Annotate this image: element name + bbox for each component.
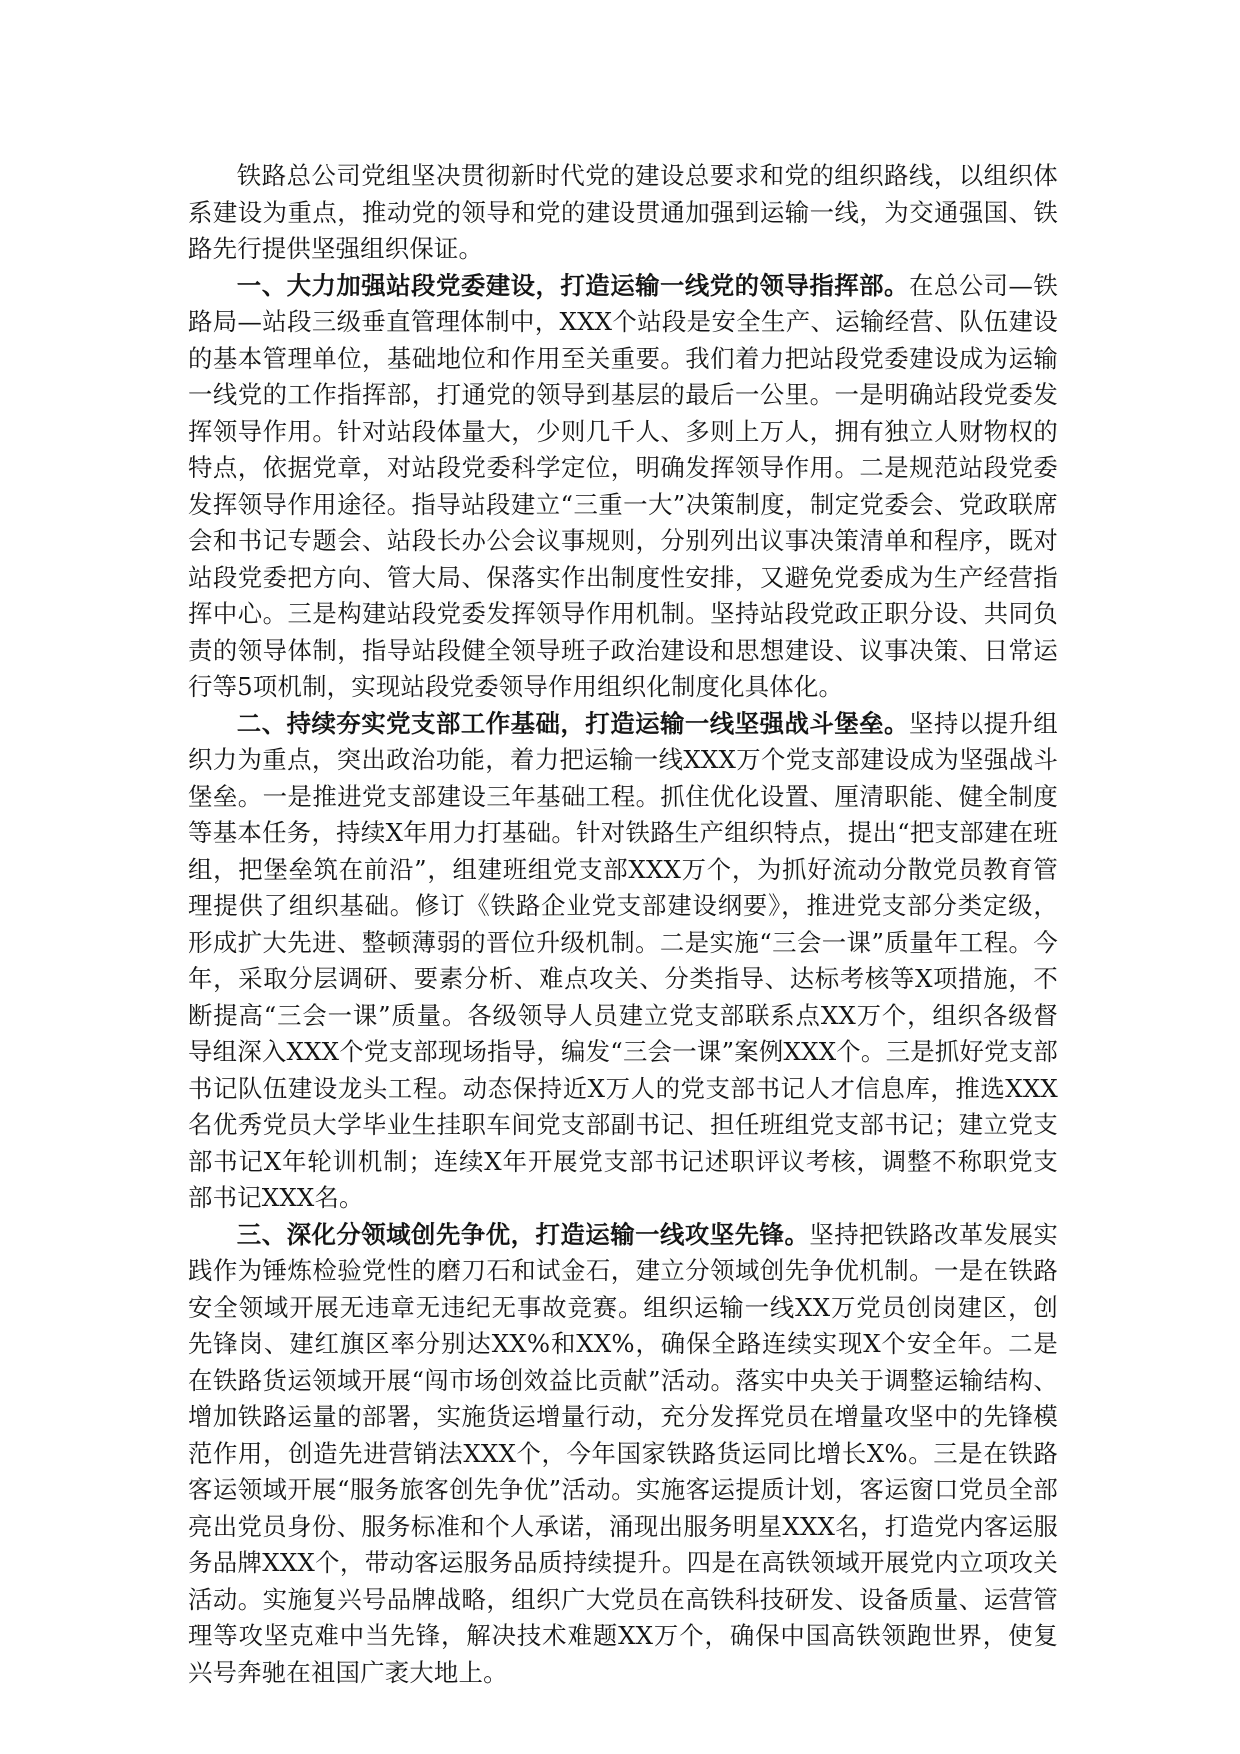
section-2-heading: 二、持续夯实党支部工作基础，打造运输一线坚强战斗堡垒。 [236, 708, 909, 738]
section-1-heading: 一、大力加强站段党委建设，打造运输一线党的领导指挥部。 [236, 270, 909, 300]
section-3-heading: 三、深化分领域创先争优，打造运输一线攻坚先锋。 [236, 1219, 810, 1249]
paragraph-intro [188, 158, 1058, 268]
paragraph-intro-text: 铁路总公司党组坚决贯彻新时代党的建设总要求和党的组织路线，以组织体系建设为重点，推动党的领导和党的建设贯通加强到运输一线，为交通强国、铁路先行提供坚强组织保证。 [188, 161, 1058, 263]
document-body [188, 158, 1058, 1691]
paragraph-section-2 [188, 706, 1058, 1217]
section-3-text: 坚持把铁路改革发展实践作为锤炼检验党性的磨刀石和试金石，建立分领域创先争优机制。一是在铁路安全领域开展无违章无违纪无事故竞赛。组织运输一线XX万党员创岗建区，创先锋岗、建红旗区率分别达XX%和XX%，确保全路连续实现X个安全年。二是在铁路货运领域开展“闯市场创效益比贡献”活动。落实中央关于调整运输结构、增加铁路运量的部署，实施货运增量行动，充分发挥党员在增量攻坚中的先锋模范作用，创造先进营销法XXX个，今年国家铁路货运同比增长X%。三是在铁路客运领域开展“服务旅客创先争优”活动。实施客运提质计划，客运窗口党员全部亮出党员身份、服务标准和个人承诺，涌现出服务明星XXX名，打造党内客运服务品牌XXX个，带动客运服务品质持续提升。四是在高铁领域开展党内立项攻关活动。实施复兴号品牌战略，组织广大党员在高铁科技研发、设备质量、运营管理等攻坚克难中当先锋，解决技术难题XX万个，确保中国高铁领跑世界，使复兴号奔驰在祖国广袤大地上。 [188, 1219, 1058, 1687]
section-1-text: 在总公司—铁路局—站段三级垂直管理体制中，XXX个站段是安全生产、运输经营、队伍建设的基本管理单位，基础地位和作用至关重要。我们着力把站段党委建设成为运输一线党的工作指挥部，打通党的领导到基层的最后一公里。一是明确站段党委发挥领导作用。针对站段体量大，少则几千人、多则上万人，拥有独立人财物权的特点，依据党章，对站段党委科学定位，明确发挥领导作用。二是规范站段党委发挥领导作用途径。指导站段建立“三重一大”决策制度，制定党委会、党政联席会和书记专题会、站段长办公会议事规则，分别列出议事决策清单和程序，既对站段党委把方向、管大局、保落实作出制度性安排，又避免党委成为生产经营指挥中心。三是构建站段党委发挥领导作用机制。坚持站段党政正职分设、共同负责的领导体制，指导站段健全领导班子政治建设和思想建设、议事决策、日常运行等5项机制，实现站段党委领导作用组织化制度化具体化。 [188, 270, 1058, 701]
paragraph-section-3 [188, 1217, 1058, 1692]
paragraph-section-1 [188, 268, 1058, 706]
section-2-text: 坚持以提升组织力为重点，突出政治功能，着力把运输一线XXX万个党支部建设成为坚强战斗堡垒。一是推进党支部建设三年基础工程。抓住优化设置、厘清职能、健全制度等基本任务，持续X年用力打基础。针对铁路生产组织特点，提出“把支部建在班组，把堡垒筑在前沿”，组建班组党支部XXX万个，为抓好流动分散党员教育管理提供了组织基础。修订《铁路企业党支部建设纲要》，推进党支部分类定级，形成扩大先进、整顿薄弱的晋位升级机制。二是实施“三会一课”质量年工程。今年，采取分层调研、要素分析、难点攻关、分类指导、达标考核等X项措施，不断提高“三会一课”质量。各级领导人员建立党支部联系点XX万个，组织各级督导组深入XXX个党支部现场指导，编发“三会一课”案例XXX个。三是抓好党支部书记队伍建设龙头工程。动态保持近X万人的党支部书记人才信息库，推选XXX名优秀党员大学毕业生挂职车间党支部副书记、担任班组党支部书记；建立党支部书记X年轮训机制；连续X年开展党支部书记述职评议考核，调整不称职党支部书记XXX名。 [188, 708, 1058, 1212]
